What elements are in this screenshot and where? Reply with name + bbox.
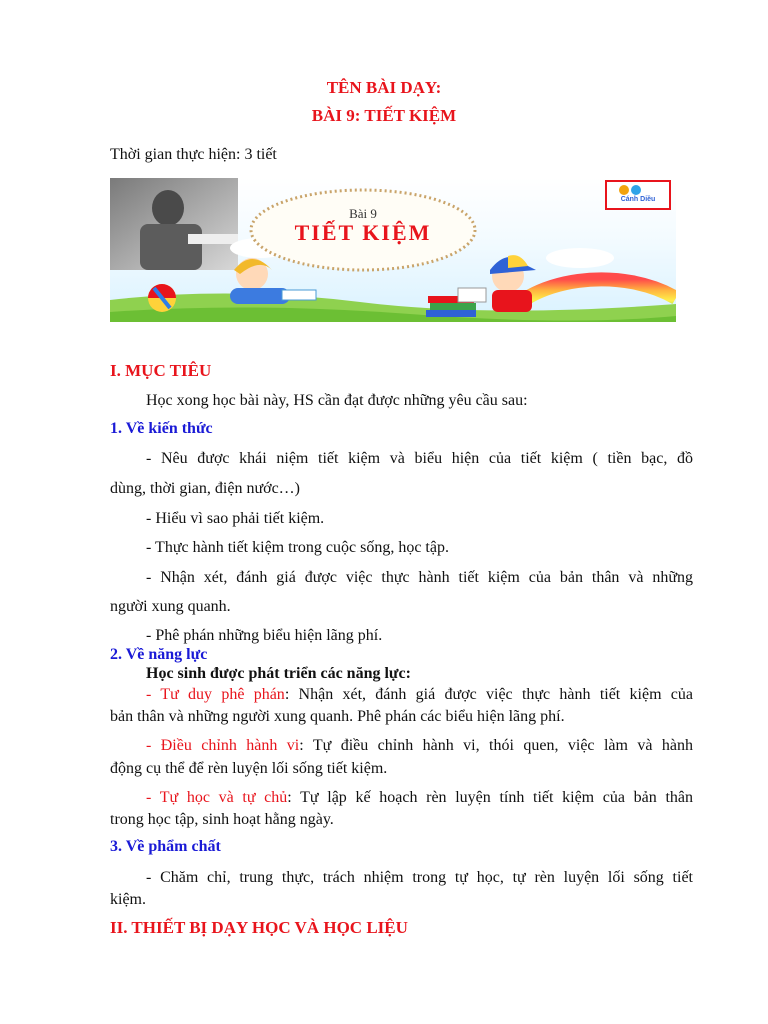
- subheading-qualities: 3. Về phẩm chất: [110, 838, 221, 855]
- competence-item-critical-line2: bản thân và những người xung quanh. Phê phán các biểu hiện lãng phí.: [110, 708, 565, 725]
- objectives-intro: Học xong học bài này, HS cần đạt được những yêu cầu sau:: [146, 392, 528, 409]
- banner-illustration: [110, 178, 676, 322]
- competence-text-selfstudy: : Tự lập kế hoạch rèn luyện tính tiết kiệm của bản thân: [287, 789, 694, 806]
- competence-label-behavior: - Điều chỉnh hành vi: [146, 737, 300, 754]
- knowledge-item-4-line1: - Nhận xét, đánh giá được việc thực hành tiết kiệm của bản thân và những: [146, 569, 693, 586]
- qualities-line2: kiệm.: [110, 891, 146, 908]
- competence-lead: Học sinh được phát triển các năng lực:: [146, 665, 411, 682]
- publisher-logo: Cánh Diều: [620, 196, 656, 203]
- knowledge-item-1-line2: dùng, thời gian, điện nước…): [110, 480, 301, 497]
- competence-label-selfstudy: - Tự học và tự chủ: [146, 789, 288, 806]
- competence-item-behavior-line2: động cụ thể để rèn luyện lối sống tiết kiệm.: [110, 760, 388, 777]
- competence-text-behavior: : Tự điều chỉnh hành vi, thói quen, việc làm và hành: [299, 737, 693, 754]
- competence-text-critical: : Nhận xét, đánh giá được việc thực hành tiết kiệm của: [284, 686, 694, 703]
- banner-lesson-number: Bài 9: [349, 206, 377, 221]
- knowledge-item-4-line2: người xung quanh.: [110, 598, 231, 615]
- duration-text: Thời gian thực hiện: 3 tiết: [110, 146, 277, 163]
- knowledge-item-2: - Hiểu vì sao phải tiết kiệm.: [146, 510, 325, 527]
- knowledge-item-3: - Thực hành tiết kiệm trong cuộc sống, học tập.: [146, 539, 449, 556]
- section-heading-objectives: I. MỤC TIÊU: [110, 361, 212, 380]
- knowledge-item-1-line1: - Nêu được khái niệm tiết kiệm và biểu hiện của tiết kiệm ( tiền bạc, đồ: [146, 450, 693, 467]
- banner-lesson-title: TIẾT KIỆM: [294, 220, 432, 245]
- lesson-banner-image: [110, 178, 676, 322]
- subheading-knowledge: 1. Về kiến thức: [110, 420, 213, 437]
- lesson-title: BÀI 9: TIẾT KIỆM: [311, 106, 457, 125]
- qualities-line1: - Chăm chỉ, trung thực, trách nhiệm trong tự học, tự rèn luyện lối sống tiết: [146, 869, 693, 886]
- competence-label-critical: - Tư duy phê phán: [146, 686, 285, 703]
- competence-item-selfstudy-line2: trong học tập, sinh hoạt hằng ngày.: [110, 811, 334, 828]
- subheading-competence: 2. Về năng lực: [110, 646, 208, 663]
- section-heading-materials: II. THIẾT BỊ DẠY HỌC VÀ HỌC LIỆU: [110, 918, 408, 937]
- knowledge-item-5: - Phê phán những biểu hiện lãng phí.: [146, 627, 383, 644]
- lesson-title-label: TÊN BÀI DẠY:: [326, 78, 442, 97]
